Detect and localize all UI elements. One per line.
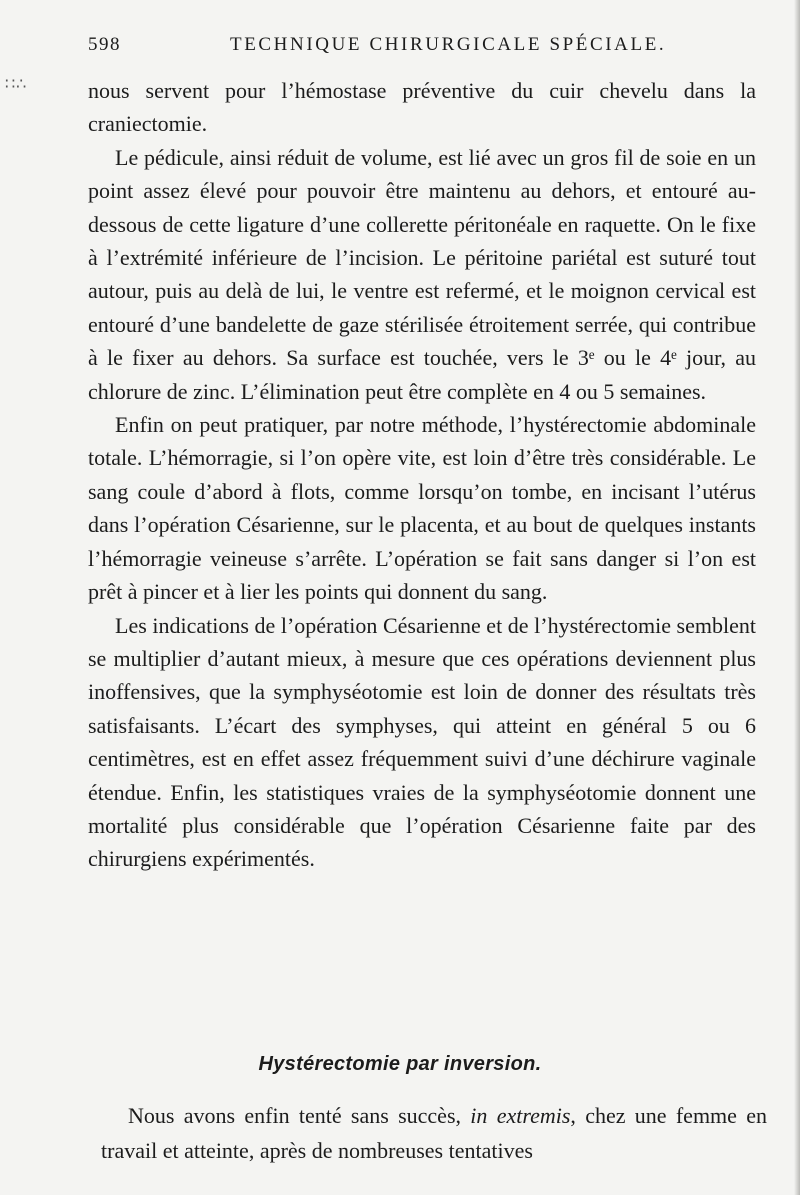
paragraph-4: Les indications de l’opération Césarienne et de l’hystérectomie semblent se multiplier d’autant mieux, à mesure que ces opérations deviennent plus inoffensives, que la symphyséotomie est loin de donner des résultats très satisfaisants. L’écart des symphyses, qui atteint en général 5 ou 6 centimètres, est en effet assez fréquemment suivi d’une déchirure vaginale étendue. Enfin, les statistiques vraies de la symphyséotomie donnent une mortalité plus considérable que l’opération Césarienne faite par des chirurgiens expérimentés.: [88, 612, 756, 872]
page-edge-shadow: [794, 0, 800, 1195]
final-text-end: , chez une femme en travail et atteinte, après de nombreuses tentatives: [101, 1103, 767, 1163]
final-text-start: Nous avons enfin tenté sans succès,: [128, 1103, 471, 1128]
running-title: TECHNIQUE CHIRURGICALE SPÉCIALE.: [230, 34, 667, 55]
paragraph-1: nous servent pour l’hémostase préventive du cuir chevelu dans la craniectomie.: [88, 78, 756, 137]
page-number: 598: [88, 34, 121, 55]
final-paragraph: [101, 1098, 767, 1168]
section-heading: Hystérectomie par inversion.: [258, 1053, 542, 1075]
paragraph-2: Le pédicule, ainsi réduit de volume, est lié avec un gros fil de soie en un point assez élevé pour pouvoir être maintenu au dehors, et entouré au-dessous de cette ligature d’une collerette péritonéale en raquette. On le fixe à l’extrémité inférieure de l’incision. Le péritoine pariétal est suturé tout autour, puis au delà de lui, le ventre est refermé, et le moignon cervical est entouré d’une bandelette de gaze stérilisée étroitement serrée, qui contribue à le fixer au dehors. Sa surface est touchée, vers le 3ᵉ ou le 4ᵉ jour, au chlorure de zinc. L’élimination peut être complète en 4 ou 5 semaines.: [88, 144, 756, 404]
body-text: [88, 74, 756, 876]
margin-mark: ∷∴: [5, 76, 28, 93]
page-header: [88, 34, 752, 58]
paragraph-3: Enfin on peut pratiquer, par notre méthode, l’hystérectomie abdominale totale. L’hémorragie, si l’on opère vite, est loin d’être très considérable. Le sang coule d’abord à flots, comme lorsqu’on tombe, en incisant l’utérus dans l’opération Césarienne, sur le placenta, et au bout de quelques instants l’hémorragie veineuse s’arrête. L’opération se fait sans danger si l’on est prêt à pincer et à lier les points qui donnent du sang.: [88, 412, 756, 605]
italic-phrase: in extremis: [470, 1103, 571, 1128]
